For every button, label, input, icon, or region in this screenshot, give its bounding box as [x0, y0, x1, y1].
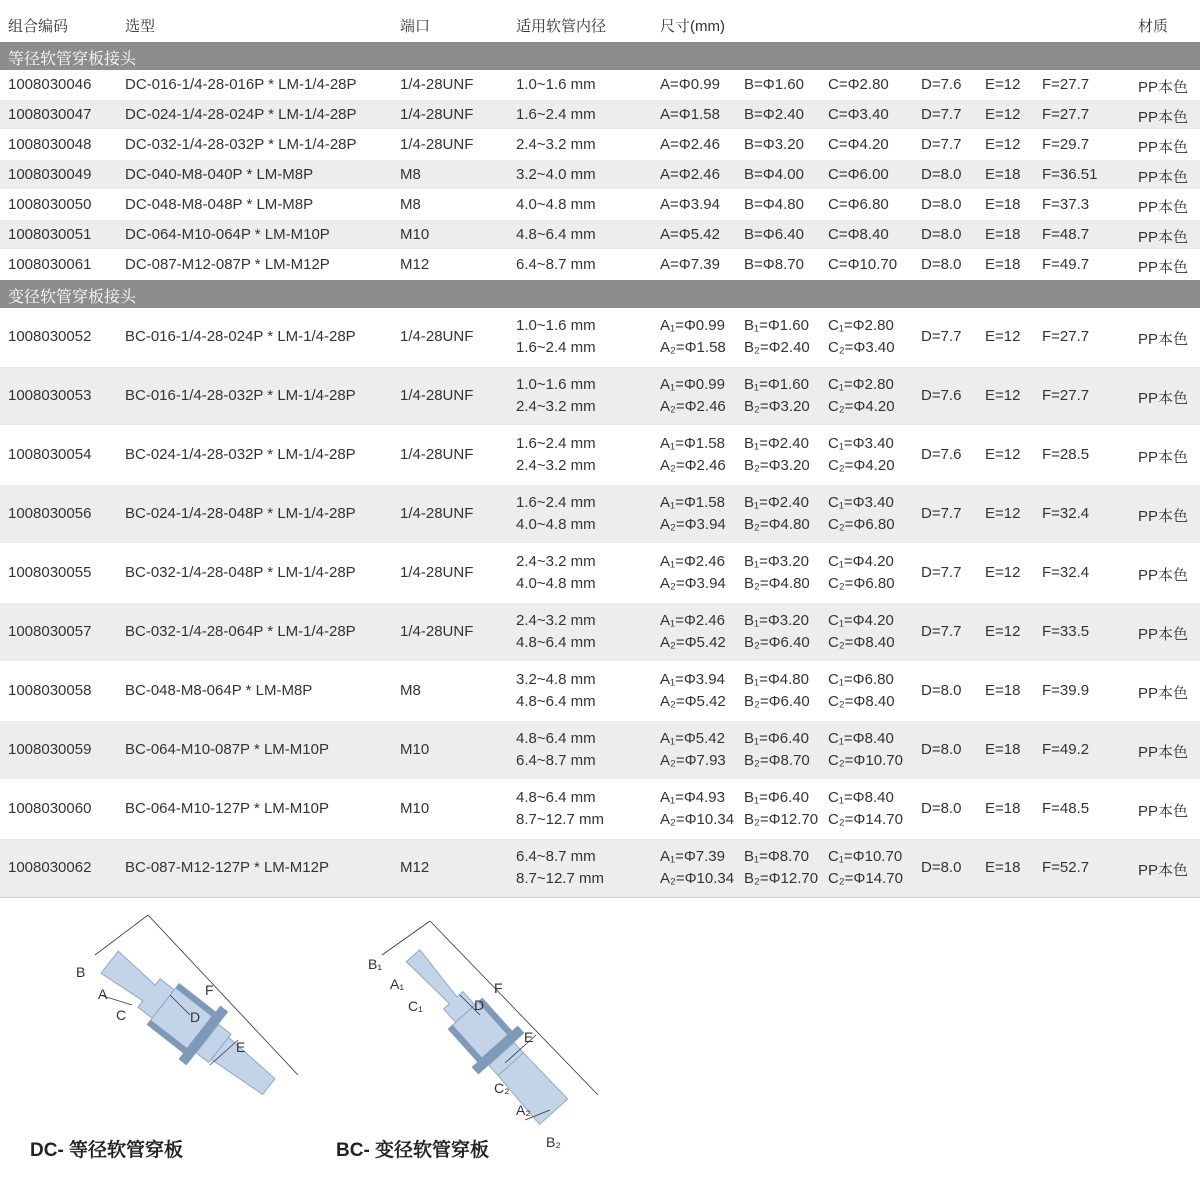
cell-dim-a2: A₂=Φ7.93: [660, 752, 726, 769]
cell-dim-a: A=Φ2.46: [660, 136, 720, 153]
cell-code: 1008030046: [8, 76, 92, 93]
table-row: [0, 603, 1200, 662]
cell-port: 1/4-28UNF: [400, 446, 474, 463]
cell-material: PP本色: [1138, 626, 1189, 643]
cell-dim-c: C=Φ4.20: [828, 136, 889, 153]
cell-material: PP本色: [1138, 331, 1189, 348]
cell-dim-c1: C₁=Φ2.80: [828, 376, 894, 393]
section-bc: [0, 280, 1200, 308]
cell-dim-e: E=18: [985, 682, 1021, 699]
table-row: [0, 220, 1200, 250]
cell-dim-f: F=49.7: [1042, 256, 1090, 273]
cell-dim-a: A=Φ7.39: [660, 256, 720, 273]
cell-dim-e: E=12: [985, 564, 1021, 581]
cell-dim-e: E=12: [985, 446, 1021, 463]
cell-dim-b: B=Φ4.00: [744, 166, 804, 183]
cell-code: 1008030047: [8, 106, 92, 123]
section-dc-title: 等径软管穿板接头: [8, 51, 137, 68]
cell-dim-b1: B₁=Φ8.70: [744, 848, 809, 865]
cell-model: BC-032-1/4-28-048P * LM-1/4-28P: [125, 564, 356, 581]
section-bc-title: 变径软管穿板接头: [8, 289, 137, 306]
bc-label-d: D: [474, 997, 485, 1013]
cell-dim-d: D=7.7: [921, 505, 962, 522]
cell-dim-f: F=28.5: [1042, 446, 1090, 463]
table-row: [0, 544, 1200, 603]
cell-dim-a2: A₂=Φ5.42: [660, 693, 726, 710]
cell-tube-2: 4.8~6.4 mm: [516, 693, 596, 710]
cell-dim-f: F=32.4: [1042, 505, 1090, 522]
cell-dim-d: D=8.0: [921, 256, 962, 273]
cell-dim-f: F=29.7: [1042, 136, 1090, 153]
dc-rows: [0, 70, 1200, 280]
cell-tube-1: 3.2~4.8 mm: [516, 671, 596, 688]
cell-tube-1: 1.0~1.6 mm: [516, 376, 596, 393]
cell-tube: 6.4~8.7 mm: [516, 256, 596, 273]
cell-dim-a2: A₂=Φ2.46: [660, 457, 726, 474]
cell-dim-a2: A₂=Φ1.58: [660, 339, 726, 356]
cell-dim-a2: A₂=Φ10.34: [660, 870, 735, 887]
cell-port: M12: [400, 256, 430, 273]
cell-dim-c2: C₂=Φ10.70: [828, 752, 903, 769]
cell-dim-e: E=18: [985, 196, 1021, 213]
cell-dim-f: F=27.7: [1042, 106, 1090, 123]
cell-port: M10: [400, 741, 430, 758]
cell-dim-b1: B₁=Φ3.20: [744, 612, 809, 629]
cell-dim-d: D=7.7: [921, 136, 962, 153]
table-row: [0, 426, 1200, 485]
bc-label-e: E: [524, 1029, 534, 1045]
cell-dim-c: C=Φ10.70: [828, 256, 898, 273]
cell-dim-f: F=48.5: [1042, 800, 1090, 817]
cell-port: 1/4-28UNF: [400, 623, 474, 640]
bc-fitting-diagram: [360, 915, 610, 1150]
cell-dim-a2: A₂=Φ2.46: [660, 398, 726, 415]
cell-material: PP本色: [1138, 229, 1189, 246]
cell-tube-1: 1.0~1.6 mm: [516, 317, 596, 334]
cell-dim-d: D=7.7: [921, 564, 962, 581]
cell-dim-b2: B₂=Φ6.40: [744, 634, 810, 651]
cell-tube-1: 4.8~6.4 mm: [516, 789, 596, 806]
cell-model: BC-064-M10-127P * LM-M10P: [125, 800, 329, 817]
cell-code: 1008030054: [8, 446, 92, 463]
cell-dim-f: F=52.7: [1042, 859, 1090, 876]
cell-code: 1008030049: [8, 166, 92, 183]
cell-dim-b: B=Φ2.40: [744, 106, 804, 123]
cell-model: BC-016-1/4-28-024P * LM-1/4-28P: [125, 328, 356, 345]
header-model: 选型: [125, 18, 156, 35]
cell-material: PP本色: [1138, 508, 1189, 525]
cell-tube: 1.6~2.4 mm: [516, 106, 596, 123]
cell-port: M10: [400, 226, 430, 243]
cell-dim-e: E=12: [985, 106, 1021, 123]
cell-port: 1/4-28UNF: [400, 76, 474, 93]
cell-dim-b: B=Φ4.80: [744, 196, 804, 213]
cell-code: 1008030062: [8, 859, 92, 876]
cell-dim-d: D=8.0: [921, 682, 962, 699]
cell-model: BC-024-1/4-28-032P * LM-1/4-28P: [125, 446, 356, 463]
cell-model: DC-087-M12-087P * LM-M12P: [125, 256, 330, 273]
cell-dim-c2: C₂=Φ14.70: [828, 811, 903, 828]
table-row: [0, 190, 1200, 220]
cell-dim-a1: A₁=Φ1.58: [660, 435, 725, 452]
cell-model: DC-048-M8-048P * LM-M8P: [125, 196, 314, 213]
cell-dim-c1: C₁=Φ3.40: [828, 435, 894, 452]
cell-model: DC-024-1/4-28-024P * LM-1/4-28P: [125, 106, 357, 123]
cell-dim-e: E=18: [985, 166, 1021, 183]
cell-code: 1008030053: [8, 387, 92, 404]
bc-label-c2: C₂: [494, 1080, 510, 1096]
table-row: [0, 100, 1200, 130]
cell-dim-b: B=Φ1.60: [744, 76, 804, 93]
cell-dim-f: F=33.5: [1042, 623, 1090, 640]
cell-model: DC-016-1/4-28-016P * LM-1/4-28P: [125, 76, 357, 93]
cell-dim-b1: B₁=Φ6.40: [744, 789, 809, 806]
cell-dim-b2: B₂=Φ12.70: [744, 870, 819, 887]
cell-model: DC-032-1/4-28-032P * LM-1/4-28P: [125, 136, 357, 153]
table-row: [0, 130, 1200, 160]
cell-dim-f: F=39.9: [1042, 682, 1090, 699]
cell-code: 1008030059: [8, 741, 92, 758]
cell-material: PP本色: [1138, 139, 1189, 156]
cell-dim-e: E=18: [985, 741, 1021, 758]
cell-tube: 3.2~4.0 mm: [516, 166, 596, 183]
cell-dim-f: F=27.7: [1042, 328, 1090, 345]
cell-code: 1008030055: [8, 564, 92, 581]
table-row: [0, 662, 1200, 721]
cell-port: 1/4-28UNF: [400, 106, 474, 123]
cell-material: PP本色: [1138, 259, 1189, 276]
cell-dim-d: D=7.6: [921, 446, 962, 463]
cell-code: 1008030052: [8, 328, 92, 345]
cell-dim-c1: C₁=Φ4.20: [828, 553, 894, 570]
cell-model: BC-048-M8-064P * LM-M8P: [125, 682, 313, 699]
cell-dim-c1: C₁=Φ8.40: [828, 730, 894, 747]
cell-dim-a1: A₁=Φ2.46: [660, 553, 725, 570]
cell-tube-2: 4.0~4.8 mm: [516, 575, 596, 592]
cell-code: 1008030057: [8, 623, 92, 640]
cell-dim-f: F=48.7: [1042, 226, 1090, 243]
cell-dim-a: A=Φ1.58: [660, 106, 720, 123]
cell-dim-b: B=Φ3.20: [744, 136, 804, 153]
cell-tube: 4.8~6.4 mm: [516, 226, 596, 243]
cell-dim-c1: C₁=Φ2.80: [828, 317, 894, 334]
cell-dim-a: A=Φ2.46: [660, 166, 720, 183]
header-tube-id: 适用软管内径: [516, 18, 607, 35]
cell-dim-a2: A₂=Φ3.94: [660, 575, 726, 592]
cell-dim-a1: A₁=Φ2.46: [660, 612, 725, 629]
cell-port: M8: [400, 682, 421, 699]
cell-port: 1/4-28UNF: [400, 136, 474, 153]
cell-dim-c: C=Φ8.40: [828, 226, 889, 243]
cell-dim-a2: A₂=Φ5.42: [660, 634, 726, 651]
cell-dim-b1: B₁=Φ6.40: [744, 730, 809, 747]
dc-label-b: B: [76, 964, 86, 980]
cell-dim-c: C=Φ3.40: [828, 106, 889, 123]
table-row: [0, 485, 1200, 544]
cell-material: PP本色: [1138, 169, 1189, 186]
dc-label-a: A: [98, 986, 108, 1002]
table-row: [0, 250, 1200, 280]
cell-code: 1008030058: [8, 682, 92, 699]
cell-port: 1/4-28UNF: [400, 328, 474, 345]
cell-tube-2: 6.4~8.7 mm: [516, 752, 596, 769]
cell-dim-b1: B₁=Φ4.80: [744, 671, 809, 688]
cell-dim-c: C=Φ6.80: [828, 196, 889, 213]
cell-dim-b2: B₂=Φ2.40: [744, 339, 810, 356]
cell-dim-f: F=36.51: [1042, 166, 1098, 183]
cell-tube: 1.0~1.6 mm: [516, 76, 596, 93]
cell-dim-a1: A₁=Φ0.99: [660, 376, 725, 393]
cell-material: PP本色: [1138, 862, 1189, 879]
cell-dim-d: D=7.6: [921, 76, 962, 93]
cell-dim-b2: B₂=Φ12.70: [744, 811, 819, 828]
table-row: [0, 160, 1200, 190]
cell-dim-c2: C₂=Φ4.20: [828, 398, 895, 415]
cell-dim-a2: A₂=Φ3.94: [660, 516, 726, 533]
cell-dim-b1: B₁=Φ1.60: [744, 317, 809, 334]
cell-tube: 2.4~3.2 mm: [516, 136, 596, 153]
section-dc: [0, 42, 1200, 70]
cell-dim-c2: C₂=Φ14.70: [828, 870, 903, 887]
cell-dim-d: D=7.6: [921, 387, 962, 404]
cell-dim-a: A=Φ3.94: [660, 196, 720, 213]
cell-dim-a1: A₁=Φ3.94: [660, 671, 725, 688]
cell-dim-c2: C₂=Φ6.80: [828, 575, 895, 592]
cell-port: 1/4-28UNF: [400, 564, 474, 581]
cell-port: M12: [400, 859, 430, 876]
cell-model: BC-016-1/4-28-032P * LM-1/4-28P: [125, 387, 356, 404]
cell-dim-e: E=12: [985, 505, 1021, 522]
cell-dim-b1: B₁=Φ2.40: [744, 435, 809, 452]
bc-label-f: F: [494, 980, 503, 996]
cell-dim-e: E=18: [985, 800, 1021, 817]
dc-label-c: C: [116, 1007, 127, 1023]
cell-dim-a1: A₁=Φ7.39: [660, 848, 725, 865]
table-row: [0, 367, 1200, 426]
cell-tube-1: 2.4~3.2 mm: [516, 553, 596, 570]
bc-label-c1: C₁: [408, 998, 423, 1014]
cell-code: 1008030060: [8, 800, 92, 817]
cell-dim-b: B=Φ6.40: [744, 226, 804, 243]
cell-model: BC-032-1/4-28-064P * LM-1/4-28P: [125, 623, 356, 640]
cell-dim-b1: B₁=Φ2.40: [744, 494, 809, 511]
cell-port: M10: [400, 800, 430, 817]
cell-dim-c1: C₁=Φ3.40: [828, 494, 894, 511]
cell-tube-2: 1.6~2.4 mm: [516, 339, 596, 356]
cell-dim-d: D=8.0: [921, 859, 962, 876]
cell-dim-b2: B₂=Φ3.20: [744, 398, 810, 415]
header-port: 端口: [400, 18, 431, 35]
cell-dim-d: D=8.0: [921, 196, 962, 213]
cell-material: PP本色: [1138, 803, 1189, 820]
cell-dim-a1: A₁=Φ4.93: [660, 789, 725, 806]
cell-material: PP本色: [1138, 79, 1189, 96]
cell-dim-c: C=Φ6.00: [828, 166, 889, 183]
cell-tube-2: 2.4~3.2 mm: [516, 457, 596, 474]
cell-model: DC-064-M10-064P * LM-M10P: [125, 226, 330, 243]
bc-rows: [0, 308, 1200, 898]
table-header: [0, 0, 1200, 42]
cell-model: BC-064-M10-087P * LM-M10P: [125, 741, 329, 758]
cell-model: BC-087-M12-127P * LM-M12P: [125, 859, 329, 876]
dc-caption: DC- 等径软管穿板: [30, 1140, 184, 1161]
cell-dim-d: D=8.0: [921, 800, 962, 817]
cell-material: PP本色: [1138, 744, 1189, 761]
table-row: [0, 780, 1200, 839]
header-size: 尺寸(mm): [660, 18, 725, 35]
cell-dim-a1: A₁=Φ1.58: [660, 494, 725, 511]
cell-tube-2: 8.7~12.7 mm: [516, 870, 604, 887]
cell-dim-e: E=18: [985, 859, 1021, 876]
dc-label-d: D: [190, 1009, 201, 1025]
cell-dim-e: E=12: [985, 136, 1021, 153]
cell-dim-e: E=12: [985, 387, 1021, 404]
cell-material: PP本色: [1138, 449, 1189, 466]
table-row: [0, 721, 1200, 780]
cell-dim-a: A=Φ0.99: [660, 76, 720, 93]
cell-code: 1008030061: [8, 256, 92, 273]
cell-dim-d: D=8.0: [921, 741, 962, 758]
cell-tube-1: 1.6~2.4 mm: [516, 494, 596, 511]
cell-dim-f: F=49.2: [1042, 741, 1090, 758]
cell-tube-1: 6.4~8.7 mm: [516, 848, 596, 865]
cell-dim-d: D=7.7: [921, 328, 962, 345]
cell-material: PP本色: [1138, 109, 1189, 126]
cell-tube-2: 2.4~3.2 mm: [516, 398, 596, 415]
cell-dim-b2: B₂=Φ8.70: [744, 752, 810, 769]
cell-dim-c1: C₁=Φ6.80: [828, 671, 894, 688]
bc-label-b1: B₁: [368, 956, 383, 972]
cell-dim-c1: C₁=Φ8.40: [828, 789, 894, 806]
cell-dim-d: D=8.0: [921, 166, 962, 183]
cell-dim-e: E=18: [985, 256, 1021, 273]
cell-dim-c1: C₁=Φ4.20: [828, 612, 894, 629]
cell-tube-2: 8.7~12.7 mm: [516, 811, 604, 828]
cell-dim-b1: B₁=Φ1.60: [744, 376, 809, 393]
table-row: [0, 70, 1200, 100]
cell-material: PP本色: [1138, 685, 1189, 702]
cell-dim-b: B=Φ8.70: [744, 256, 804, 273]
bc-label-b2: B₂: [546, 1134, 561, 1150]
table-row: [0, 839, 1200, 898]
cell-tube: 4.0~4.8 mm: [516, 196, 596, 213]
cell-code: 1008030048: [8, 136, 92, 153]
dc-label-e: E: [236, 1039, 246, 1055]
cell-material: PP本色: [1138, 199, 1189, 216]
cell-dim-f: F=27.7: [1042, 387, 1090, 404]
cell-model: DC-040-M8-040P * LM-M8P: [125, 166, 314, 183]
cell-dim-e: E=12: [985, 328, 1021, 345]
cell-port: 1/4-28UNF: [400, 505, 474, 522]
cell-port: M8: [400, 166, 421, 183]
cell-dim-c2: C₂=Φ6.80: [828, 516, 895, 533]
cell-dim-c2: C₂=Φ8.40: [828, 693, 895, 710]
cell-code: 1008030050: [8, 196, 92, 213]
cell-code: 1008030051: [8, 226, 92, 243]
cell-tube-2: 4.0~4.8 mm: [516, 516, 596, 533]
cell-tube-1: 2.4~3.2 mm: [516, 612, 596, 629]
cell-dim-c2: C₂=Φ8.40: [828, 634, 895, 651]
cell-dim-c2: C₂=Φ3.40: [828, 339, 895, 356]
cell-dim-b2: B₂=Φ4.80: [744, 516, 810, 533]
dc-fitting-diagram: [60, 915, 320, 1145]
cell-port: M8: [400, 196, 421, 213]
dc-label-f: F: [205, 982, 214, 998]
cell-dim-d: D=7.7: [921, 623, 962, 640]
cell-dim-f: F=37.3: [1042, 196, 1090, 213]
cell-dim-b2: B₂=Φ3.20: [744, 457, 810, 474]
cell-dim-b2: B₂=Φ6.40: [744, 693, 810, 710]
bc-caption: BC- 变径软管穿板: [336, 1140, 490, 1161]
cell-material: PP本色: [1138, 567, 1189, 584]
cell-dim-a: A=Φ5.42: [660, 226, 720, 243]
cell-dim-e: E=12: [985, 76, 1021, 93]
cell-dim-a2: A₂=Φ10.34: [660, 811, 735, 828]
cell-dim-f: F=32.4: [1042, 564, 1090, 581]
cell-dim-c2: C₂=Φ4.20: [828, 457, 895, 474]
cell-tube-1: 4.8~6.4 mm: [516, 730, 596, 747]
cell-dim-e: E=12: [985, 623, 1021, 640]
cell-dim-c: C=Φ2.80: [828, 76, 889, 93]
cell-dim-a1: A₁=Φ0.99: [660, 317, 725, 334]
bc-label-a2: A₂: [516, 1102, 531, 1118]
table-bottom-divider: [0, 897, 1200, 898]
cell-port: 1/4-28UNF: [400, 387, 474, 404]
cell-dim-f: F=27.7: [1042, 76, 1090, 93]
table-row: [0, 308, 1200, 367]
cell-dim-b1: B₁=Φ3.20: [744, 553, 809, 570]
cell-tube-2: 4.8~6.4 mm: [516, 634, 596, 651]
cell-dim-d: D=7.7: [921, 106, 962, 123]
cell-dim-a1: A₁=Φ5.42: [660, 730, 725, 747]
header-material: 材质: [1138, 18, 1169, 35]
cell-dim-e: E=18: [985, 226, 1021, 243]
cell-dim-d: D=8.0: [921, 226, 962, 243]
cell-dim-c1: C₁=Φ10.70: [828, 848, 903, 865]
cell-code: 1008030056: [8, 505, 92, 522]
header-code: 组合编码: [8, 18, 69, 35]
bc-label-a1: A₁: [390, 976, 405, 992]
cell-dim-b2: B₂=Φ4.80: [744, 575, 810, 592]
cell-tube-1: 1.6~2.4 mm: [516, 435, 596, 452]
cell-material: PP本色: [1138, 390, 1189, 407]
cell-model: BC-024-1/4-28-048P * LM-1/4-28P: [125, 505, 356, 522]
